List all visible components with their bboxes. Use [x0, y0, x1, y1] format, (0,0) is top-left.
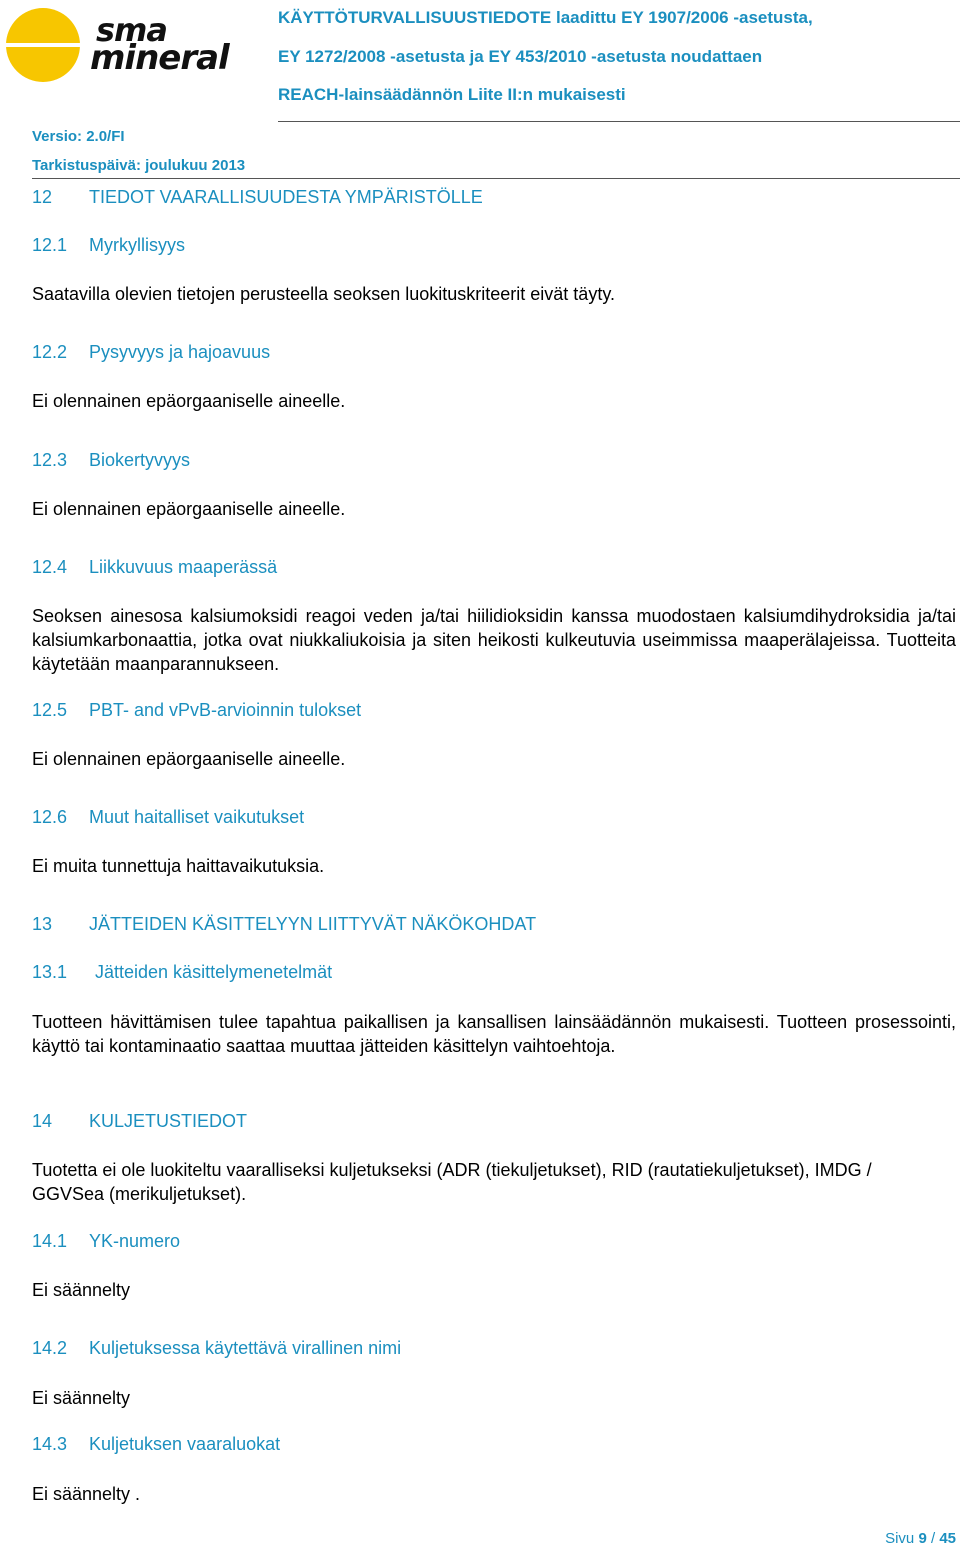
- current-page: 9: [918, 1530, 927, 1547]
- section-14-2-heading: [32, 1338, 401, 1359]
- section-number: 14.1: [32, 1231, 68, 1251]
- page-label: Sivu: [885, 1530, 915, 1547]
- section-title: Myrkyllisyys: [89, 235, 185, 255]
- section-number: 12: [32, 187, 53, 207]
- section-14-heading: [32, 1111, 247, 1132]
- section-number: 12.5: [32, 700, 68, 720]
- section-title: KULJETUSTIEDOT: [89, 1111, 248, 1131]
- section-12-heading: [32, 187, 483, 208]
- section-title: Biokertyvyys: [89, 450, 191, 470]
- section-number: 13: [32, 914, 53, 934]
- page-separator: /: [930, 1530, 936, 1547]
- section-13-1-text: Tuotteen hävittämisen tulee tapahtua paikallisen ja kansallisen lainsäädännön mukaisesti. Tuotteen prosessointi, käyttö tai kontaminaatio saattaa muuttaa jätteiden käsittelyn vaihtoehtoja.: [32, 1012, 956, 1056]
- section-14-2-text: Ei säännelty: [32, 1388, 131, 1408]
- logo-line1: sma: [96, 11, 167, 49]
- section-number: 12.3: [32, 450, 68, 470]
- logo-wordmark: [90, 11, 229, 78]
- section-12-3-heading: [32, 450, 190, 471]
- section-number: 12.1: [32, 235, 68, 255]
- section-14-3-heading: [32, 1434, 280, 1455]
- section-12-1-text: Saatavilla olevien tietojen perusteella seoksen luokituskriteerit eivät täyty.: [32, 284, 615, 304]
- section-title: Jätteiden käsittelymenetelmät: [95, 962, 333, 982]
- section-14-1-heading: [32, 1231, 180, 1252]
- section-title: Muut haitalliset vaikutukset: [89, 807, 305, 827]
- section-12-3-text: Ei olennainen epäorgaaniselle aineelle.: [32, 499, 346, 519]
- section-number: 12.6: [32, 807, 68, 827]
- section-title: YK-numero: [89, 1231, 181, 1251]
- section-number: 12.2: [32, 342, 68, 362]
- section-13-heading: [32, 914, 536, 935]
- section-12-6-text: Ei muita tunnettuja haittavaikutuksia.: [32, 856, 325, 876]
- header-rule: [278, 121, 960, 122]
- doc-title-line3: REACH-lainsäädännön Liite II:n mukaisesti: [278, 85, 626, 104]
- doc-title-line1: KÄYTTÖTURVALLISUUSTIEDOTE laadittu EY 1907/2006 -asetusta,: [278, 8, 813, 27]
- header-divider: [32, 178, 960, 179]
- section-12-4-text: Seoksen ainesosa kalsiumoksidi reagoi veden ja/tai hiilidioksidin kanssa muodostaen kalsiumdihydroksidia ja/tai kalsiumkarbonaattia, jotka ovat niukkaliukoisia ja siten heikosti kulkeutuvia useimmissa maaperälajeissa. Tuotteita käytetään maanparannukseen.: [32, 606, 956, 674]
- doc-title-line2: EY 1272/2008 -asetusta ja EY 453/2010 -asetusta noudattaen: [278, 47, 763, 66]
- section-12-2-heading: [32, 342, 270, 363]
- section-12-5-heading: [32, 700, 361, 721]
- section-title: PBT- and vPvB-arvioinnin tulokset: [89, 700, 362, 720]
- total-pages: 45: [939, 1530, 956, 1547]
- section-12-5-text: Ei olennainen epäorgaaniselle aineelle.: [32, 749, 346, 769]
- section-12-2-text: Ei olennainen epäorgaaniselle aineelle.: [32, 391, 346, 411]
- section-number: 13.1: [32, 962, 68, 982]
- section-12-4-heading: [32, 557, 277, 578]
- section-14-3-text: Ei säännelty .: [32, 1484, 141, 1504]
- section-number: 14.2: [32, 1338, 68, 1358]
- section-title: Kuljetuksessa käytettävä virallinen nimi: [89, 1338, 402, 1358]
- section-number: 12.4: [32, 557, 68, 577]
- review-date-label: Tarkistuspäivä: joulukuu 2013: [32, 157, 246, 174]
- logo-mark: [6, 8, 80, 82]
- logo-line2: mineral: [90, 38, 229, 78]
- page-number: [885, 1530, 956, 1547]
- section-title: TIEDOT VAARALLISUUDESTA YMPÄRISTÖLLE: [89, 187, 483, 207]
- version-label: Versio: 2.0/FI: [32, 128, 125, 145]
- section-title: Kuljetuksen vaaraluokat: [89, 1434, 281, 1454]
- section-14-1-text: Ei säännelty: [32, 1280, 131, 1300]
- section-12-1-heading: [32, 235, 185, 256]
- section-14-text: Tuotetta ei ole luokiteltu vaaralliseksi kuljetukseksi (ADR (tiekuljetukset), RID (rautatiekuljetukset), IMDG / GGVSea (merikuljetukset).: [32, 1160, 872, 1204]
- section-12-6-heading: [32, 807, 304, 828]
- section-title: Pysyvyys ja hajoavuus: [89, 342, 271, 362]
- section-number: 14: [32, 1111, 53, 1131]
- section-number: 14.3: [32, 1434, 68, 1454]
- section-title: JÄTTEIDEN KÄSITTELYYN LIITTYVÄT NÄKÖKOHDAT: [89, 914, 537, 934]
- section-13-1-heading: [32, 962, 332, 983]
- section-title: Liikkuvuus maaperässä: [89, 557, 278, 577]
